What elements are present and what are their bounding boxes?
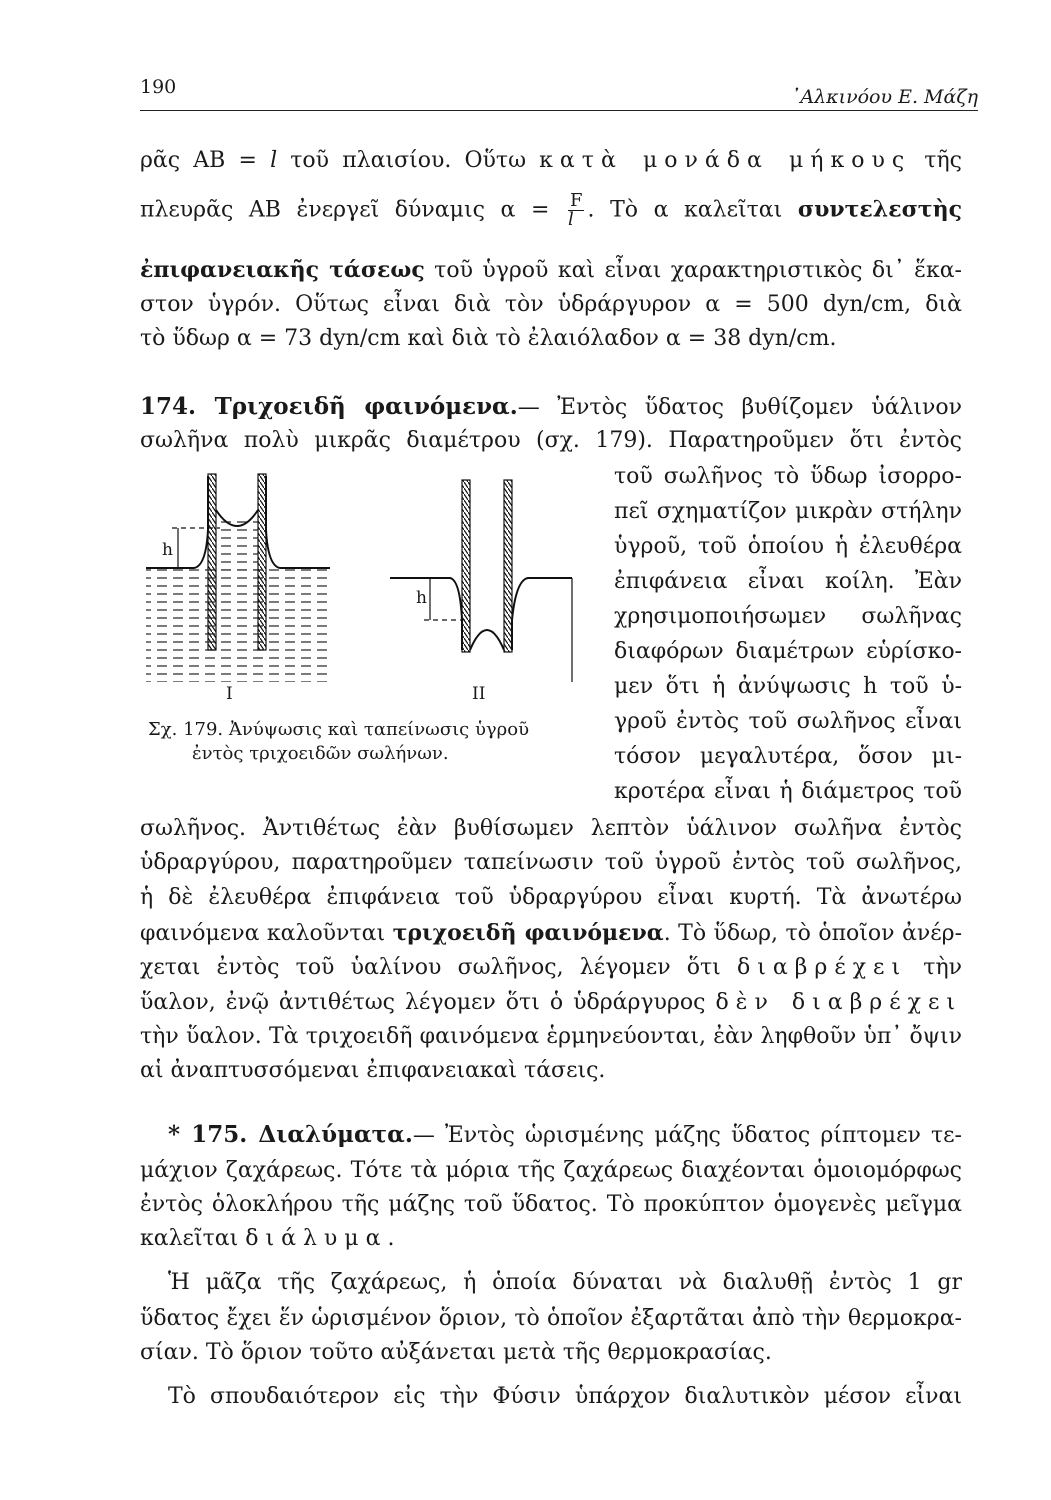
- section-174-heading-line: 174. Τριχοειδῆ φαινόμενα.— Ἐντὸς ὕδατος βυθίζομεν ὑάλινον: [140, 393, 962, 420]
- label-I: I: [226, 684, 233, 704]
- text-line: ὕαλον, ἐνῷ ἀντιθέτως λέγομεν ὅτι ὁ ὑδράργυρος δὲν διαβρέχει: [140, 990, 962, 1015]
- text-line: σίαν. Τὸ ὅριον τοῦτο αὐξάνεται μετὰ τῆς θερμοκρασίας.: [140, 1340, 772, 1365]
- text-line: ρᾶς AB = l τοῦ πλαισίου. Οὕτω κατὰ μονάδα μήκους τῆς: [140, 148, 962, 173]
- text-line: τὴν ὕαλον. Τὰ τριχοειδῆ φαινόμενα ἑρμηνεύονται, ἐὰν ληφθοῦν ὑπ᾿ ὄψιν: [140, 1024, 962, 1049]
- text-line: πλευρᾶς AB ἐνεργεῖ δύναμις α = $\frac{F}{l}$ . Τὸ α καλεῖται συντελεστὴς: [140, 190, 962, 230]
- running-head: ᾿Αλκινόου Ε. Μάζη: [790, 86, 978, 108]
- section-175-heading-line: * 175. Διαλύματα.— Ἐντὸς ὡρισμένης μάζης ὕδατος ρίπτομεν τε-: [168, 1121, 962, 1148]
- text-line: διαφόρων διαμέτρων εὑρίσκο-: [614, 639, 962, 664]
- bold-term: συντελεστὴς: [797, 196, 962, 223]
- diagram-part-I: [146, 474, 330, 682]
- text-line: χεται ἐντὸς τοῦ ὑαλίνου σωλῆνος, λέγομεν ὅτι διαβρέχει τὴν: [140, 955, 962, 980]
- text-line: γροῦ ἐντὸς τοῦ σωλῆνος εἶναι: [614, 709, 962, 734]
- figure-caption: Σχ. 179. Ἀνύψωσις καὶ ταπείνωσις ὑγροῦ ἐντὸς τριχοειδῶν σωλήνων.: [148, 719, 530, 764]
- spaced-emphasis: δὲν διαβρέχει: [715, 990, 962, 1015]
- text-line: τοῦ σωλῆνος τὸ ὕδωρ ἰσορρο-: [614, 464, 962, 489]
- section-title: * 175. Διαλύματα.: [168, 1121, 413, 1148]
- spaced-emphasis: διαβρέχει: [736, 955, 908, 980]
- label-h-I: h: [162, 540, 173, 560]
- text-line: μεν ὅτι ἡ ἀνύψωσις h τοῦ ὑ-: [614, 674, 962, 699]
- text-line: Τὸ σπουδαιότερον εἰς τὴν Φύσιν ὑπάρχον διαλυτικὸν μέσον εἶναι: [168, 1384, 962, 1409]
- spaced-emphasis: διάλυμα: [245, 1226, 388, 1251]
- tube-wall-left: [208, 474, 216, 650]
- tube-wall-right: [504, 480, 512, 652]
- text-line: στον ὑγρόν. Οὕτως εἶναι διὰ τὸν ὑδράργυρον α = 500 dyn/cm, διὰ: [140, 292, 962, 317]
- convex-meniscus: [470, 630, 504, 650]
- text-line: σωλῆνα πολὺ μικρᾶς διαμέτρου (σχ. 179). Παρατηροῦμεν ὅτι ἐντὸς: [140, 428, 962, 453]
- tube-wall-left: [462, 480, 470, 652]
- page-number: 190: [140, 76, 177, 98]
- text-line: ἡ δὲ ἐλευθέρα ἐπιφάνεια τοῦ ὑδραργύρου εἶναι κυρτή. Τὰ ἀνωτέρω: [140, 885, 962, 910]
- fraction-F-over-l: $\frac{F}{l}$: [567, 190, 583, 230]
- capillary-diagram: [140, 470, 600, 710]
- spaced-emphasis: κατὰ μονάδα μήκους: [539, 148, 912, 173]
- text-line: σωλῆνος. Ἀντιθέτως ἐὰν βυθίσωμεν λεπτὸν ὑάλινον σωλῆνα ἐντὸς: [140, 816, 962, 841]
- text-line: τὸ ὕδωρ α = 73 dyn/cm καὶ διὰ τὸ ἐλαιόλαδον α = 38 dyn/cm.: [140, 326, 837, 351]
- bold-term: τριχοειδῆ φαινόμενα: [392, 920, 664, 946]
- label-II: II: [472, 684, 486, 704]
- text-line: ὑδραργύρου, παρατηροῦμεν ταπείνωσιν τοῦ ὑγροῦ ἐντὸς τοῦ σωλῆνος,: [140, 850, 962, 875]
- text-line: πεῖ σχηματίζον μικρὰν στήλην: [614, 499, 962, 524]
- text-line: χρησιμοποιήσωμεν σωλῆνας: [614, 604, 962, 629]
- section-title: 174. Τριχοειδῆ φαινόμενα.: [140, 393, 518, 420]
- text-line: φαινόμενα καλοῦνται τριχοειδῆ φαινόμενα. Τὸ ὕδωρ, τὸ ὁποῖον ἀνέρ-: [140, 920, 963, 946]
- text-line: αἱ ἀναπτυσσόμεναι ἐπιφανειακαὶ τάσεις.: [140, 1058, 606, 1083]
- label-h-II: h: [416, 588, 427, 608]
- bold-term: ἐπιφανειακῆς τάσεως: [140, 257, 425, 283]
- tube-wall-right: [258, 474, 266, 650]
- text-line: ὕδατος ἔχει ἕν ὡρισμένον ὅριον, τὸ ὁποῖον ἐξαρτᾶται ἀπὸ τὴν θερμοκρα-: [140, 1306, 962, 1331]
- text-line: τόσον μεγαλυτέρα, ὅσον μι-: [614, 744, 962, 769]
- figure-179: [140, 470, 600, 790]
- diagram-part-II: [390, 480, 572, 682]
- page-header: [140, 74, 978, 111]
- text-line: Ἡ μᾶζα τῆς ζαχάρεως, ἡ ὁποία δύναται νὰ διαλυθῇ ἐντὸς 1 gr: [168, 1270, 962, 1295]
- text-line: μάχιον ζαχάρεως. Τότε τὰ μόρια τῆς ζαχάρεως διαχέονται ὁμοιομόρφως: [140, 1158, 962, 1183]
- text-line: ὑγροῦ, τοῦ ὁποίου ἡ ἐλευθέρα: [614, 534, 962, 559]
- water-bath: [146, 568, 330, 682]
- text-line: κροτέρα εἶναι ἡ διάμετρος τοῦ: [614, 779, 962, 804]
- text-line: ἐπιφάνεια εἶναι κοίλη. Ἐὰν: [614, 569, 962, 594]
- text-line: ἐπιφανειακῆς τάσεως τοῦ ὑγροῦ καὶ εἶναι χαρακτηριστικὸς δι᾿ ἕκα-: [140, 257, 962, 283]
- text-line: καλεῖται διάλυμα.: [140, 1226, 395, 1251]
- text-line: ἐντὸς ὁλοκλήρου τῆς μάζης τοῦ ὕδατος. Τὸ προκύπτον ὁμογενὲς μεῖγμα: [140, 1192, 962, 1217]
